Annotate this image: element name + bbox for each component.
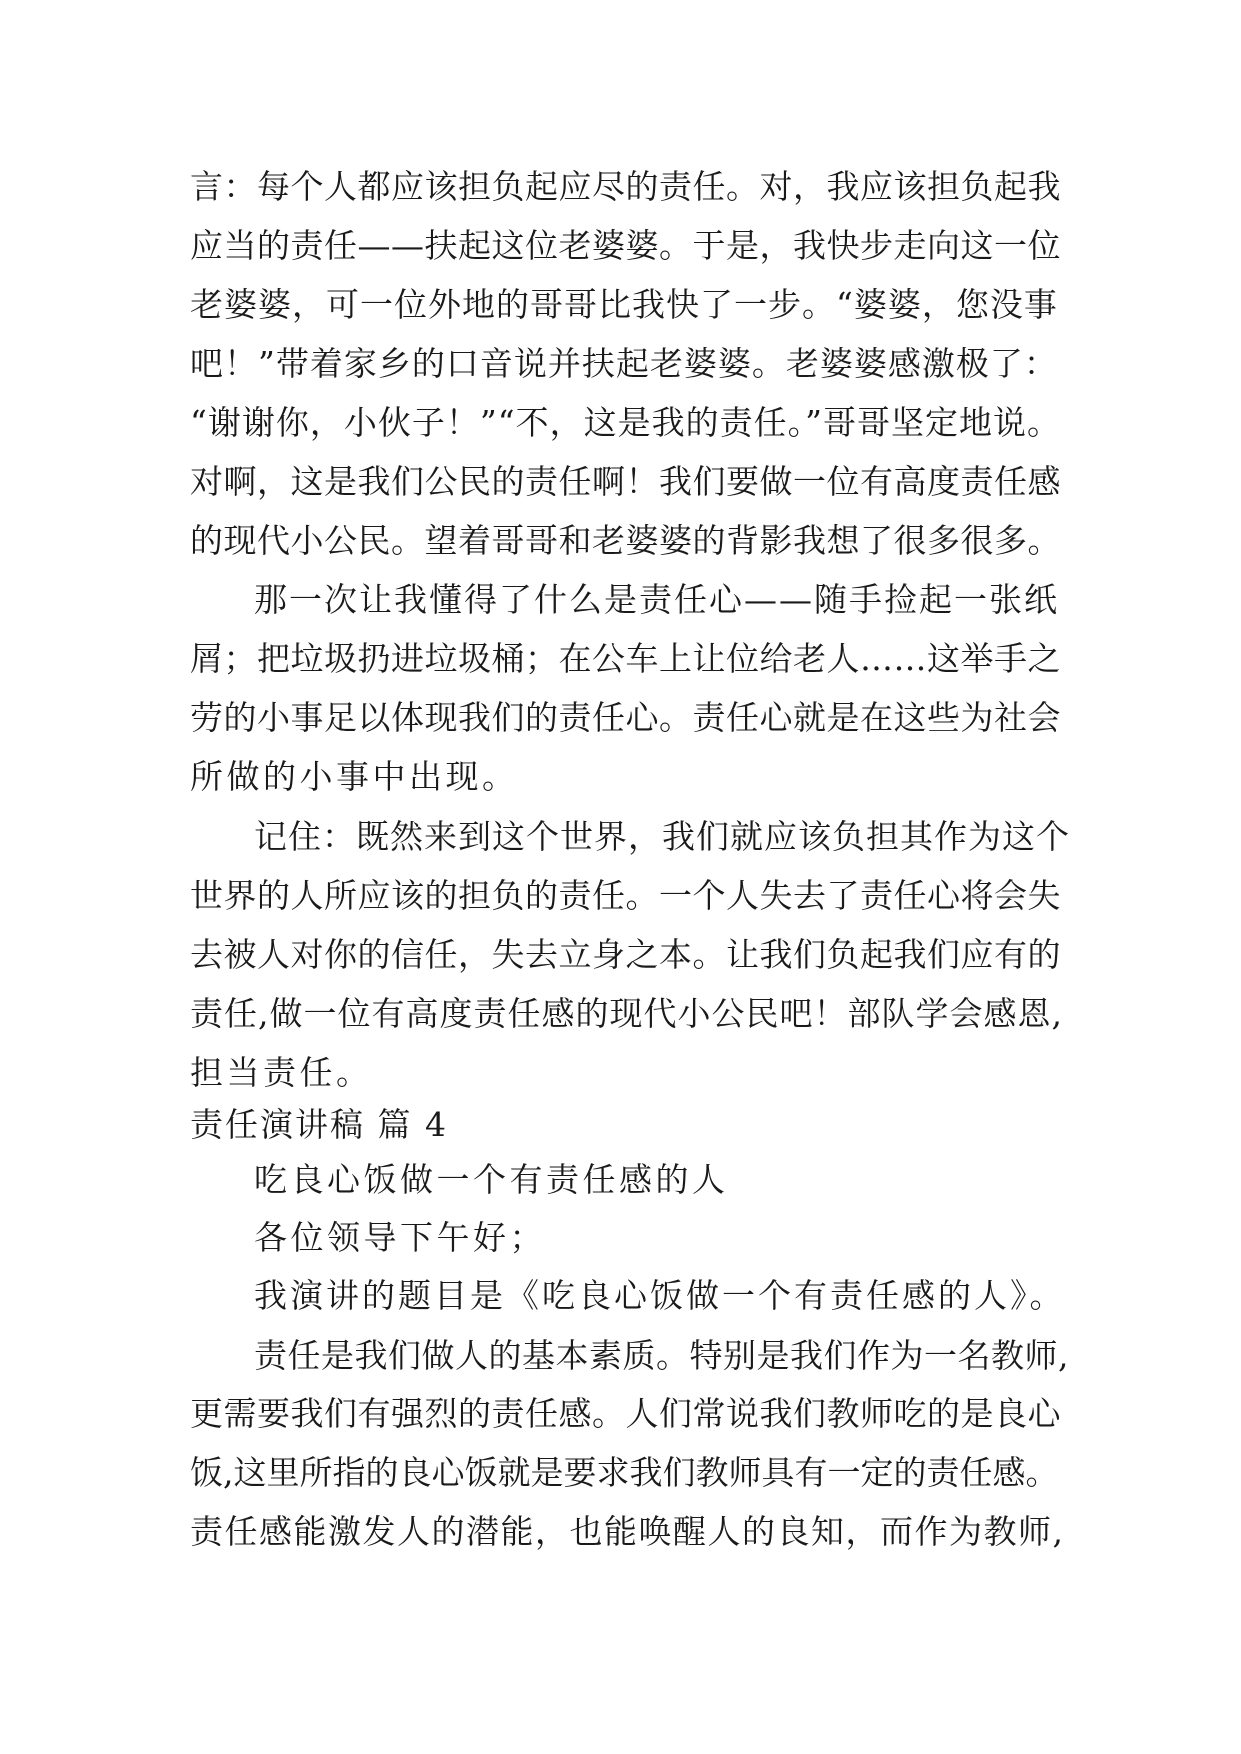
greeting-line: 各位领导下午好； [254, 1218, 546, 1257]
text-line: 屑；把垃圾扔进垃圾桶；在公车上让位给老人……这举手之 [190, 639, 1061, 678]
paragraph-first-line: 那一次让我懂得了什么是责任心——随手捡起一张纸 [254, 580, 1059, 619]
text-line: 吧！”带着家乡的口音说并扶起老婆婆。老婆婆感激极了： [190, 344, 1058, 383]
text-line: 对啊，这是我们公民的责任啊！我们要做一位有高度责任感 [190, 462, 1061, 501]
paragraph-first-line: 记住：既然来到这个世界，我们就应该负担其作为这个 [254, 817, 1070, 856]
text-line: 的现代小公民。望着哥哥和老婆婆的背影我想了很多很多。 [190, 521, 1061, 560]
text-line: 去被人对你的信任，失去立身之本。让我们负起我们应有的 [190, 935, 1061, 974]
text-line: 劳的小事足以体现我们的责任心。责任心就是在这些为社会 [190, 698, 1061, 737]
text-line: “谢谢你，小伙子！”“不，这是我的责任。”哥哥坚定地说。 [190, 403, 1061, 442]
text-line: 应当的责任——扶起这位老婆婆。于是，我快步走向这一位 [190, 226, 1061, 265]
text-line: 责任,做一位有高度责任感的现代小公民吧！部队学会感恩, [190, 994, 1063, 1033]
section-heading: 责任演讲稿 篇 4 [190, 1105, 448, 1144]
paragraph-first-line: 责任是我们做人的基本素质。特别是我们作为一名教师, [254, 1336, 1069, 1375]
text-line: 言：每个人都应该担负起应尽的责任。对，我应该担负起我 [190, 167, 1061, 206]
text-line: 所做的小事中出现。 [190, 757, 519, 796]
text-line: 饭,这里所指的良心饭就是要求我们教师具有一定的责任感。 [190, 1453, 1059, 1492]
speech-title: 吃良心饭做一个有责任感的人 [254, 1160, 729, 1199]
text-line: 更需要我们有强烈的责任感。人们常说我们教师吃的是良心 [190, 1394, 1061, 1433]
text-line: 责任感能激发人的潜能，也能唤醒人的良知，而作为教师, [190, 1512, 1065, 1551]
text-line: 世界的人所应该的担负的责任。一个人失去了责任心将会失 [190, 876, 1061, 915]
text-line: 老婆婆，可一位外地的哥哥比我快了一步。“婆婆，您没事 [190, 285, 1058, 324]
text-line: 担当责任。 [190, 1053, 373, 1092]
topic-line: 我演讲的题目是《吃良心饭做一个有责任感的人》。 [254, 1276, 1066, 1315]
